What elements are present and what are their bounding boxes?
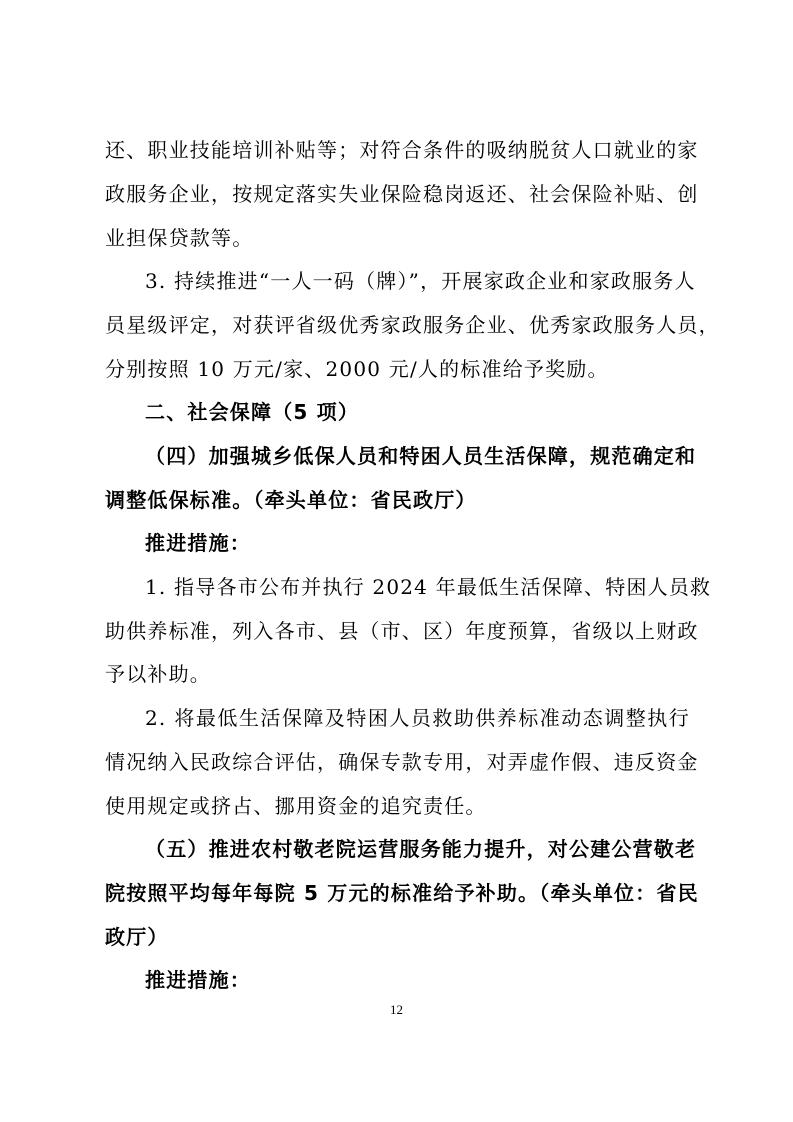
body-line-6: 分别按照 10 万元/家、2000 元/人的标准给予奖励。 <box>105 357 609 381</box>
body-line-5: 员星级评定，对获评省级优秀家政服务企业、优秀家政服务人员， <box>105 313 720 337</box>
body-line-1: 还、职业技能培训补贴等；对符合条件的吸纳脱贫人口就业的家 <box>105 138 699 162</box>
body-line-11: 1. 指导各市公布并执行 2024 年最低生活保障、特困人员救 <box>145 575 712 599</box>
item-four-line-2: 调整低保标准。（牵头单位：省民政厅） <box>105 488 477 512</box>
section-heading: 二、社会保障（5 项） <box>145 400 360 424</box>
item-five-line-2: 院按照平均每年每院 5 万元的标准给予补助。（牵头单位：省民 <box>105 881 699 905</box>
body-line-13: 予以补助。 <box>105 662 211 686</box>
body-line-12: 助供养标准，列入各市、县（市、区）年度预算，省级以上财政 <box>105 619 699 643</box>
body-line-14: 2. 将最低生活保障及特困人员救助供养标准动态调整执行 <box>145 706 690 730</box>
item-five-line-3: 政厅） <box>105 925 169 949</box>
body-line-4: 3. 持续推进“一人一码（牌）”，开展家政企业和家政服务人 <box>145 269 696 293</box>
body-line-3: 业担保贷款等。 <box>105 226 254 250</box>
measures-label-1: 推进措施： <box>145 531 251 555</box>
measures-label-2: 推进措施： <box>145 968 251 992</box>
item-five-line-1: （五）推进农村敬老院运营服务能力提升，对公建公营敬老 <box>145 837 697 861</box>
body-line-15: 情况纳入民政综合评估，确保专款专用，对弄虚作假、违反资金 <box>105 750 699 774</box>
page-number: 12 <box>390 1002 403 1017</box>
body-line-2: 政服务企业，按规定落实失业保险稳岗返还、社会保险补贴、创 <box>105 182 699 206</box>
body-line-16: 使用规定或挤占、挪用资金的追究责任。 <box>105 794 487 818</box>
item-four-line-1: （四）加强城乡低保人员和特困人员生活保障，规范确定和 <box>145 444 697 468</box>
